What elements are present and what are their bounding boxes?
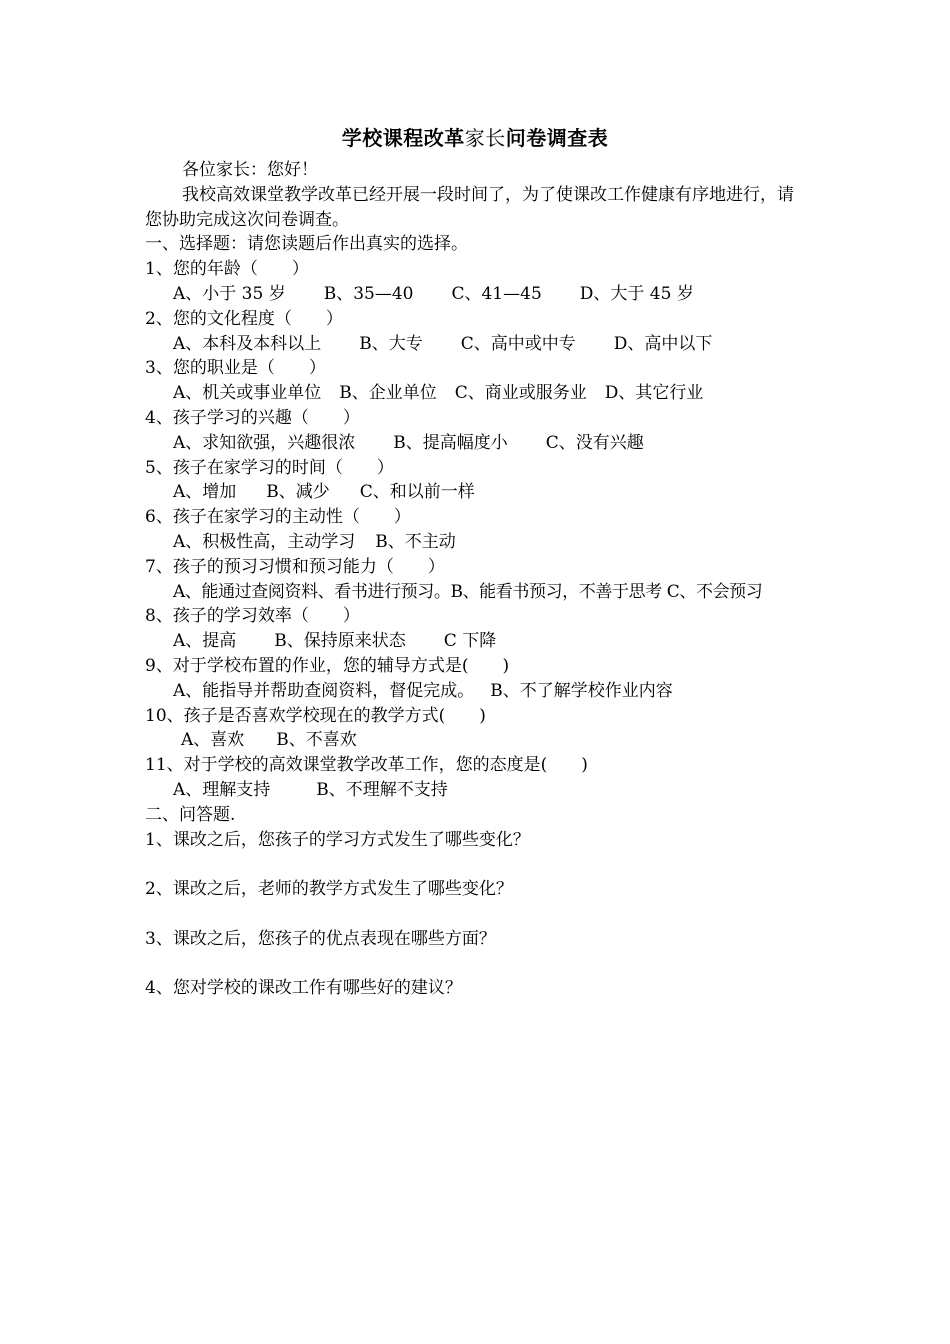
question-options <box>145 282 810 307</box>
question-options <box>145 431 810 456</box>
open-question-1: 1、课改之后，您孩子的学习方式发生了哪些变化？ <box>145 829 530 850</box>
question-10 <box>145 704 810 754</box>
intro-paragraph: 我校高效课堂教学改革已经开展一段时间了，为了使课改工作健康有序地进行，请您协助完成这次问卷调查。 <box>145 184 794 230</box>
section-choice-heading: 一、选择题：请您读题后作出真实的选择。 <box>145 234 468 255</box>
question-text: 3、您的职业是（ ） <box>145 358 326 379</box>
question-2 <box>145 307 810 357</box>
question-1 <box>145 257 810 307</box>
answer-space <box>145 852 810 877</box>
option: B、35—40 <box>323 283 414 304</box>
question-11 <box>145 753 810 803</box>
open-question-3: 3、课改之后，您孩子的优点表现在哪些方面？ <box>145 928 496 949</box>
question-text: 2、您的文化程度（ ） <box>145 308 343 329</box>
option: A、喜欢 <box>181 730 245 751</box>
question-text: 10、孩子是否喜欢学校现在的教学方式( ) <box>145 705 486 726</box>
question-options <box>145 580 810 605</box>
option: C 下降 <box>443 631 497 652</box>
option: A、积极性高，主动学习 <box>173 531 356 552</box>
option: B、不了解学校作业内容 <box>490 680 673 701</box>
question-5 <box>145 456 810 506</box>
option: A、求知欲强，兴趣很浓 <box>173 432 356 453</box>
question-9 <box>145 654 810 704</box>
question-options <box>145 530 810 555</box>
option: D、高中以下 <box>613 333 713 354</box>
question-options <box>145 679 810 704</box>
question-options <box>145 778 810 803</box>
option: B、企业单位 <box>339 383 437 404</box>
option: B、提高幅度小 <box>393 432 508 453</box>
option: A、增加 <box>173 482 237 503</box>
option: B、不主动 <box>375 531 456 552</box>
option: C、和以前一样 <box>359 482 475 503</box>
open-question-2: 2、课改之后，老师的教学方式发生了哪些变化？ <box>145 879 513 900</box>
option: C、41—45 <box>451 283 542 304</box>
question-text: 1、您的年龄（ ） <box>145 259 309 280</box>
option: C、没有兴趣 <box>545 432 644 453</box>
option: B、减少 <box>266 482 330 503</box>
question-options <box>145 728 810 753</box>
question-options <box>145 629 810 654</box>
question-text: 4、孩子学习的兴趣（ ） <box>145 407 360 428</box>
section-open-heading: 二、问答题. <box>145 804 236 825</box>
question-text: 8、孩子的学习效率（ ） <box>145 606 360 627</box>
question-7 <box>145 555 810 605</box>
option: A、小于 35 岁 <box>173 283 286 304</box>
greeting: 各位家长：您好！ <box>182 160 318 180</box>
questionnaire-body <box>145 158 810 1001</box>
question-4 <box>145 406 810 456</box>
question-text: 11、对于学校的高效课堂教学改革工作，您的态度是( ) <box>145 755 588 776</box>
title-part-1: 学校课程改革 <box>341 126 465 150</box>
title-part-2: 家长 <box>464 126 506 150</box>
question-8 <box>145 604 810 654</box>
option: B、大专 <box>359 333 423 354</box>
question-text: 6、孩子在家学习的主动性（ ） <box>145 507 411 528</box>
question-options <box>145 332 810 357</box>
option: D、其它行业 <box>604 383 704 404</box>
page-title <box>0 124 950 152</box>
option: A、理解支持 <box>173 779 271 800</box>
option: A、本科及本科以上 <box>173 333 322 354</box>
option: A、能指导并帮助查阅资料，督促完成。 <box>173 680 475 701</box>
option: D、大于 45 岁 <box>579 283 694 304</box>
question-text: 9、对于学校布置的作业，您的辅导方式是( ) <box>145 655 510 676</box>
option: B、不喜欢 <box>276 730 357 751</box>
option: C、商业或服务业 <box>454 383 587 404</box>
question-text: 7、孩子的预习习惯和预习能力（ ） <box>145 556 445 577</box>
question-options <box>145 480 810 505</box>
answer-space <box>145 952 810 977</box>
title-part-3: 问卷调查表 <box>505 126 609 150</box>
option: B、保持原来状态 <box>274 631 406 652</box>
option: A、机关或事业单位 <box>173 383 322 404</box>
option: A、能通过查阅资料、看书进行预习。B、能看书预习，不善于思考 C、不会预习 <box>173 581 763 602</box>
open-question-4: 4、您对学校的课改工作有哪些好的建议？ <box>145 978 462 999</box>
question-6 <box>145 505 810 555</box>
answer-space <box>145 902 810 927</box>
question-3 <box>145 356 810 406</box>
question-text: 5、孩子在家学习的时间（ ） <box>145 457 394 478</box>
option: B、不理解不支持 <box>316 779 448 800</box>
option: C、高中或中专 <box>460 333 576 354</box>
question-options <box>145 381 810 406</box>
option: A、提高 <box>173 631 237 652</box>
